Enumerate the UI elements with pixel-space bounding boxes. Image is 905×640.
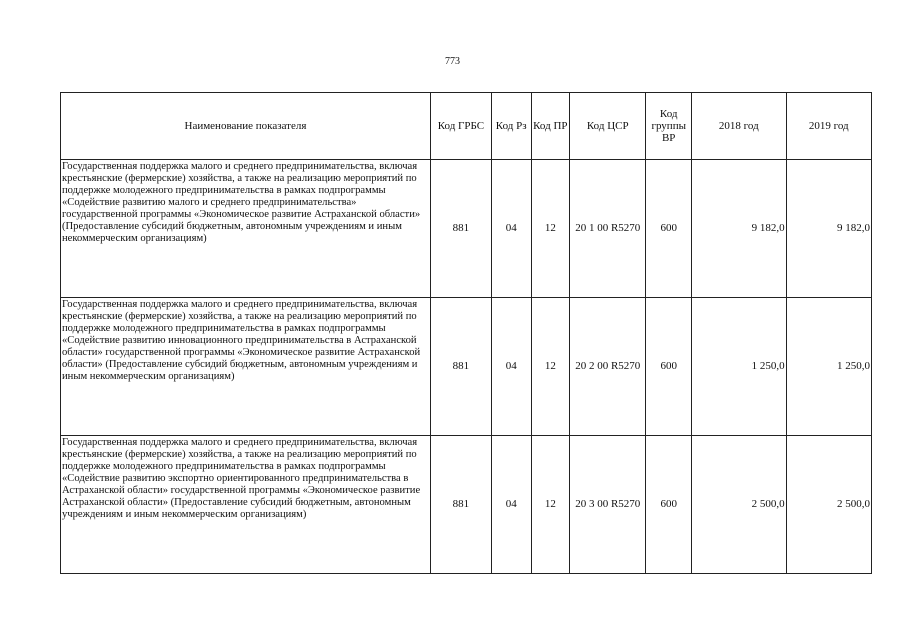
amount-2018: 2 500,0	[692, 436, 787, 574]
header-rz: Код Рз	[491, 93, 531, 160]
header-grbs: Код ГРБС	[430, 93, 491, 160]
header-csr: Код ЦСР	[570, 93, 646, 160]
csr-code: 20 1 00 R5270	[570, 160, 646, 298]
indicator-name: Государственная поддержка малого и среднего предпринимательства, включая крестьянские (фермерские) хозяйства, а также на реализацию мероприятий по поддержке молодежного предпринимательства в рамках подпрограммы «Содействие развитию малого и среднего предпринимательства» государственной программы «Экономическое развитие Астраханской области» (Предоставление субсидий бюджетным, автономным учреждениям и иным некоммерческим организациям)	[61, 160, 431, 298]
pr-code: 12	[531, 436, 570, 574]
header-vr: Код группы ВР	[646, 93, 692, 160]
amount-2019: 1 250,0	[786, 298, 871, 436]
amount-2019: 9 182,0	[786, 160, 871, 298]
rz-code: 04	[491, 436, 531, 574]
header-2019: 2019 год	[786, 93, 871, 160]
amount-2019: 2 500,0	[786, 436, 871, 574]
amount-2018: 9 182,0	[692, 160, 787, 298]
table-header-row	[61, 93, 872, 160]
csr-code: 20 3 00 R5270	[570, 436, 646, 574]
grbs-code: 881	[430, 160, 491, 298]
indicator-name: Государственная поддержка малого и среднего предпринимательства, включая крестьянские (фермерские) хозяйства, а также на реализацию мероприятий по поддержке молодежного предпринимательства в рамках подпрограммы «Содействие развитию экспортно ориентированного предпринимательства в Астраханской области» государственной программы «Экономическое развитие Астраханской области» (Предоставление субсидий бюджетным, автономным учреждениям и иным некоммерческим организациям)	[61, 436, 431, 574]
pr-code: 12	[531, 298, 570, 436]
indicator-name: Государственная поддержка малого и среднего предпринимательства, включая крестьянские (фермерские) хозяйства, а также на реализацию мероприятий по поддержке молодежного предпринимательства в рамках подпрограммы «Содействие развитию инновационного предпринимательства в Астраханской области» государственной программы «Экономическое развитие Астраханской области» (Предоставление субсидий бюджетным, автономным учреждениям и иным некоммерческим организациям)	[61, 298, 431, 436]
table-row	[61, 160, 872, 298]
page-number: 773	[445, 56, 460, 67]
table-row	[61, 436, 872, 574]
grbs-code: 881	[430, 298, 491, 436]
amount-2018: 1 250,0	[692, 298, 787, 436]
vr-code: 600	[646, 436, 692, 574]
budget-table	[60, 92, 872, 574]
header-name: Наименование показателя	[61, 93, 431, 160]
table-row	[61, 298, 872, 436]
header-2018: 2018 год	[692, 93, 787, 160]
csr-code: 20 2 00 R5270	[570, 298, 646, 436]
header-pr: Код ПР	[531, 93, 570, 160]
grbs-code: 881	[430, 436, 491, 574]
vr-code: 600	[646, 298, 692, 436]
vr-code: 600	[646, 160, 692, 298]
rz-code: 04	[491, 160, 531, 298]
rz-code: 04	[491, 298, 531, 436]
pr-code: 12	[531, 160, 570, 298]
